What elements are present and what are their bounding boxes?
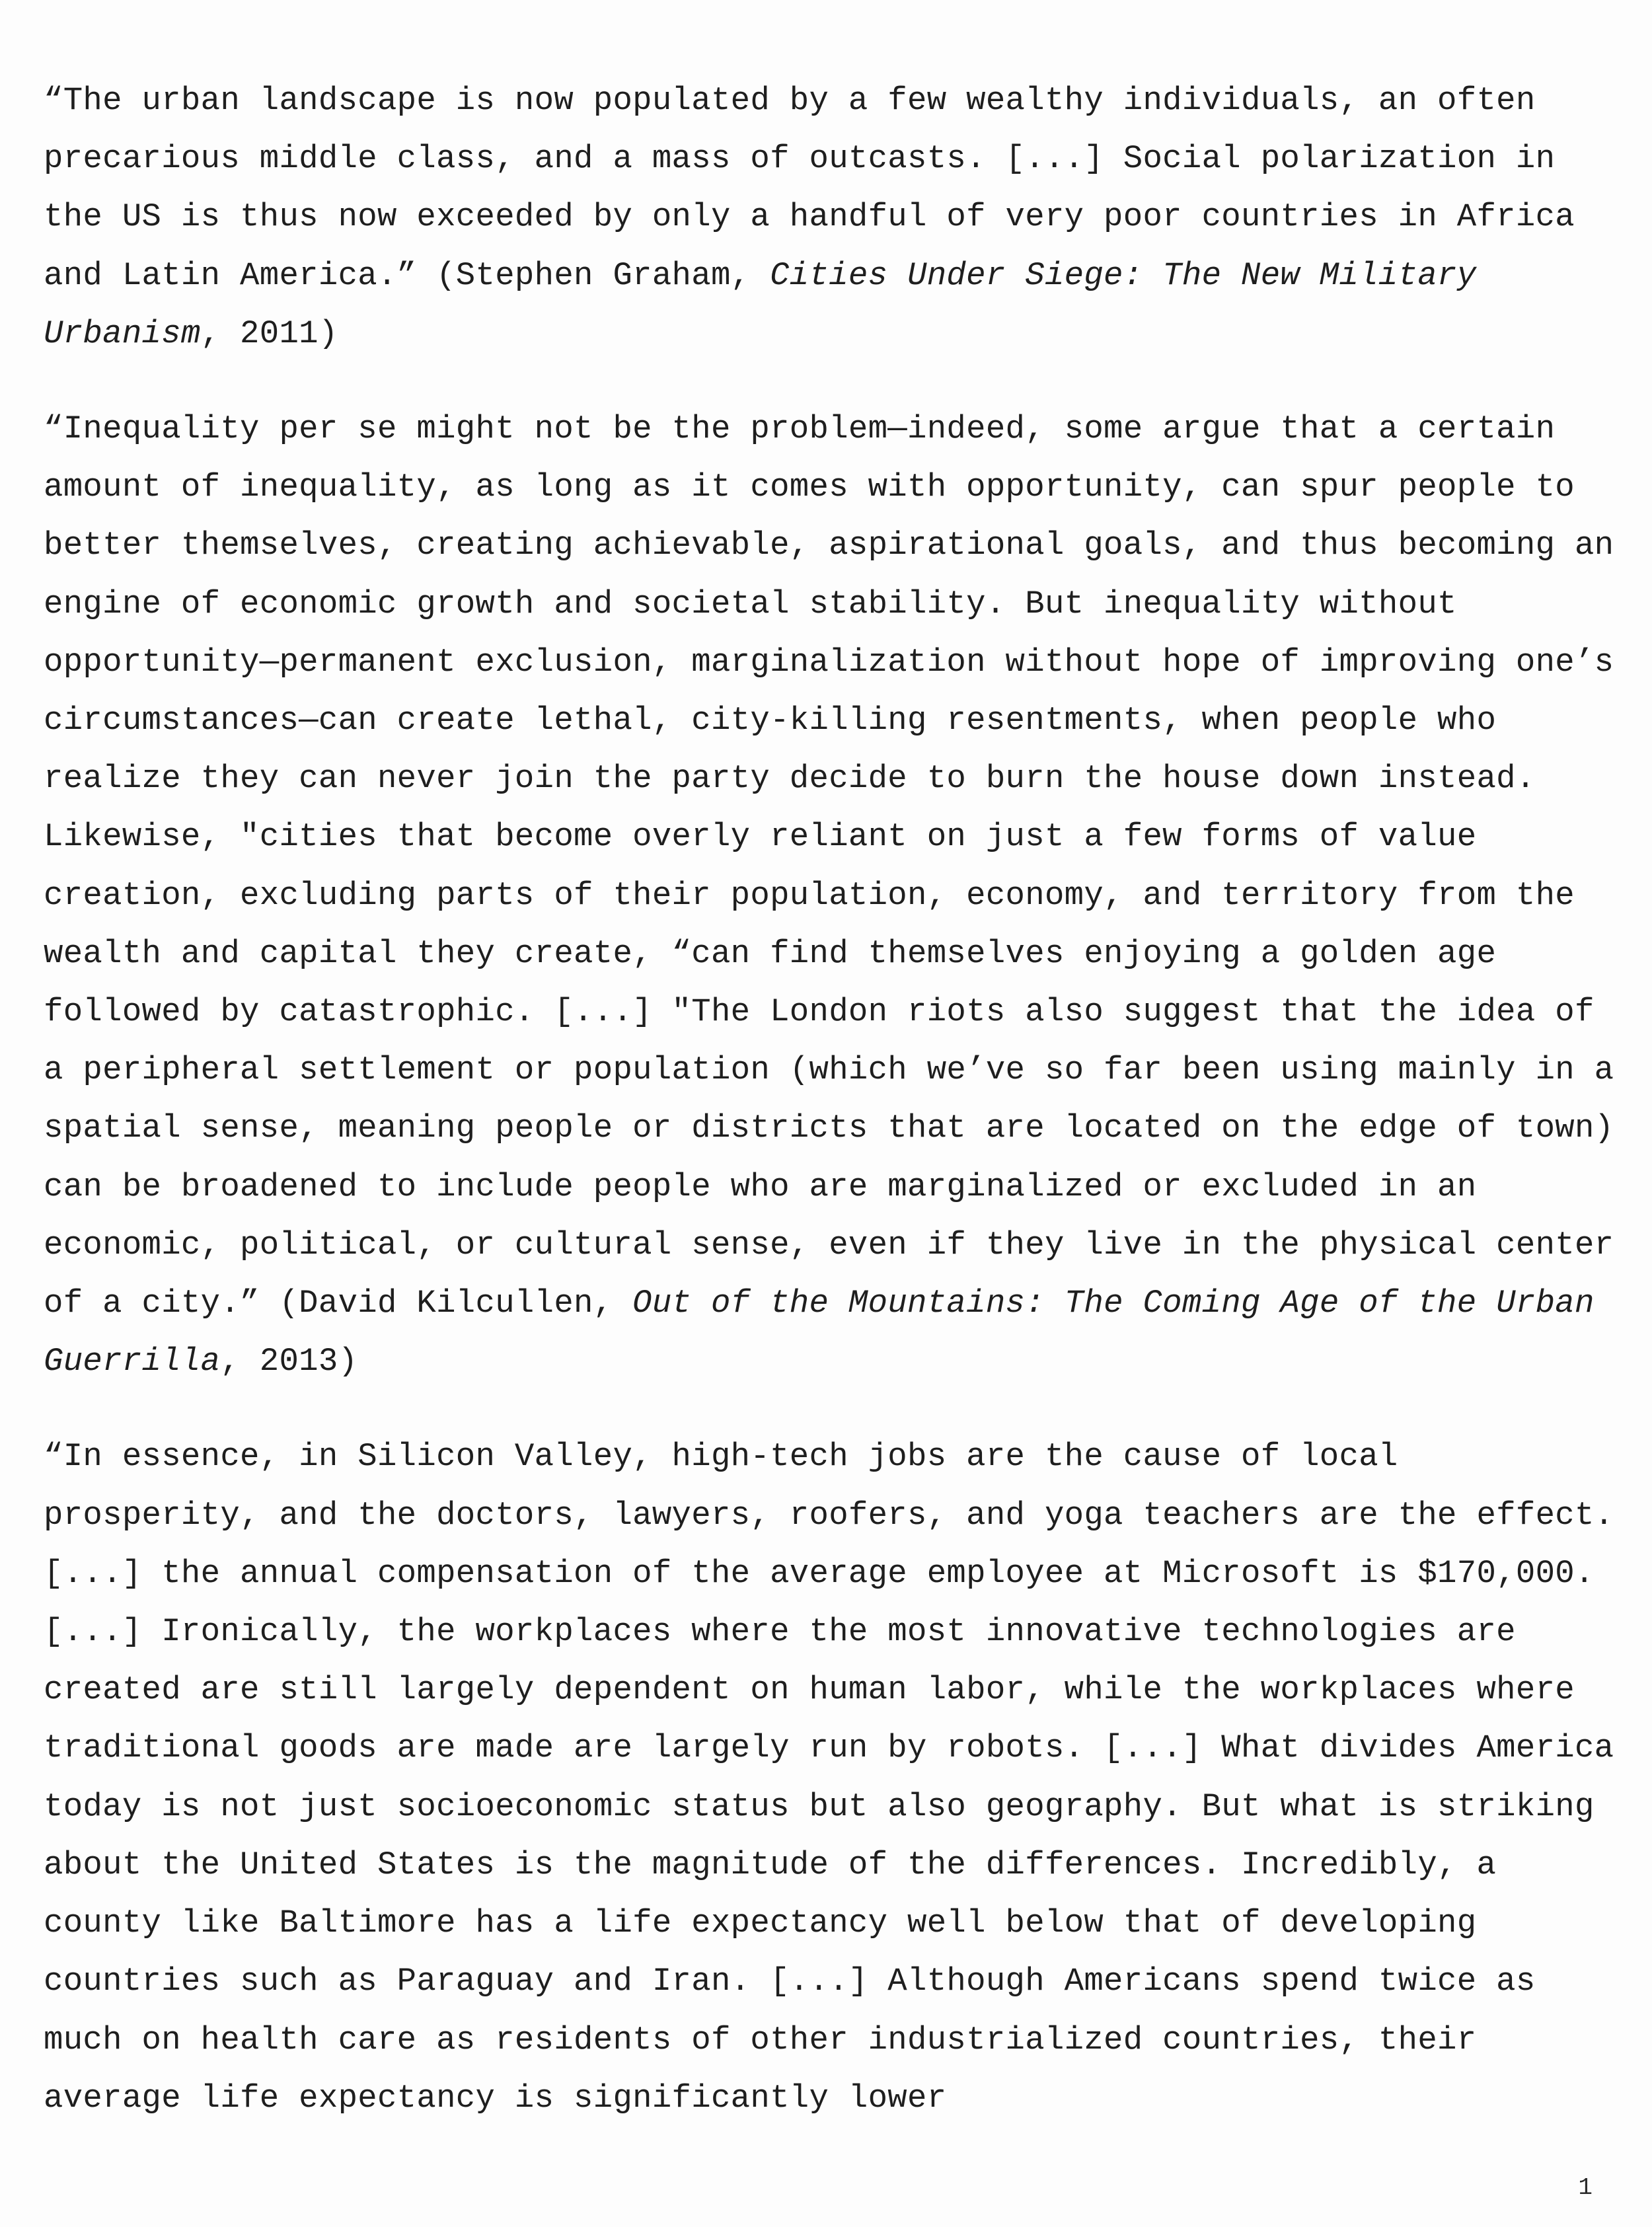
document-body [44,71,1616,2164]
book-title: Cities Under Siege: The New Military Urbanism [44,256,1477,352]
citation-year: , 2011) [200,315,338,352]
quote-graham [44,71,1616,363]
quote-silicon-valley [44,1427,1616,2127]
quote-text: “In essence, in Silicon Valley, high-tech jobs are the cause of local prosperity, and the doctors, lawyers, roofers, and yoga teachers are the effect. [...] the annual compensation of the average employee at Microsoft is $170,000. [...] Ironically, the workplaces where the most innovative technologies are created are still largely dependent on human labor, while the workplaces where traditional goods are made are largely run by robots. [...] What divides America today is not just socioeconomic status but also geography. But what is striking about the United States is the magnitude of the differences. Incredibly, a county like Baltimore has a life expectancy well below that of developing countries such as Paraguay and Iran. [...] Although Americans spend twice as much on health care as residents of other industrialized countries, their average life expectancy is significantly lower [44,1438,1614,2117]
quote-text: “The urban landscape is now populated by a few wealthy individuals, an often precarious middle class, and a mass of outcasts. [...] Social polarization in the US is thus now exceeded by only a handful of very poor countries in Africa and Latin America.” (Stephen Graham, [44,82,1575,294]
book-title: Out of the Mountains: The Coming Age of the Urban Guerrilla [44,1285,1595,1380]
quote-kilcullen [44,400,1616,1390]
citation-year: , 2013) [220,1343,358,1380]
page-number: 1 [1578,2174,1593,2201]
quote-text: “Inequality per se might not be the problem—indeed, some argue that a certain amount of inequality, as long as it comes with opportunity, can spur people to better themselves, creating achievable, aspirational goals, and thus becoming an engine of economic growth and societal stability. But inequality without opportunity—permanent exclusion, marginalization without hope of improving one’s circumstances—can create lethal, city-killing resentments, when people who realize they can never join the party decide to burn the house down instead. Likewise, "cities that become overly reliant on just a few forms of value creation, excluding parts of their population, economy, and territory from the wealth and capital they create, “can find themselves enjoying a golden age followed by catastrophic. [...] "The London riots also suggest that the idea of a peripheral settlement or population (which we’ve so far been using mainly in a spatial sense, meaning people or districts that are located on the edge of town) can be broadened to include people who are marginalized or excluded in an economic, political, or cultural sense, even if they live in the physical center of a city.” (David Kilcullen, [44,410,1614,1322]
